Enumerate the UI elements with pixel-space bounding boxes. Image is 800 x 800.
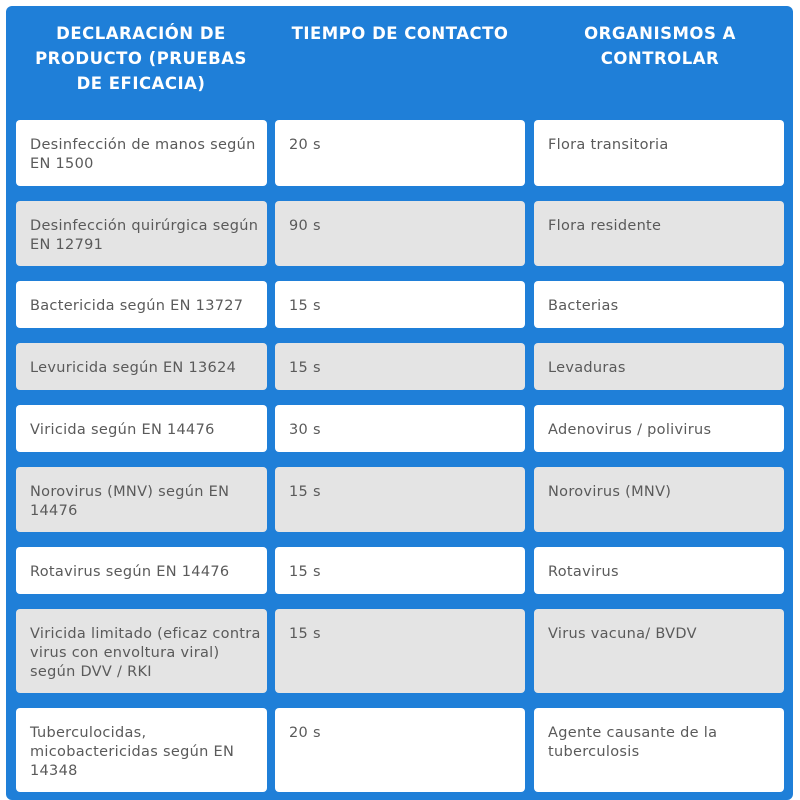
cell-product-claim: Viricida según EN 14476 <box>16 405 267 452</box>
cell-target-organisms: Flora residente <box>534 201 784 266</box>
cell-contact-time: 15 s <box>275 343 525 390</box>
cell-contact-time: 15 s <box>275 281 525 328</box>
cell-product-claim: Viricida limitado (eficaz contra virus con envoltura viral) según DVV / RKI <box>16 609 267 693</box>
cell-product-claim: Levuricida según EN 13624 <box>16 343 267 390</box>
cell-product-claim: Tuberculocidas, micobactericidas según EN 14348 <box>16 708 267 792</box>
cell-target-organisms: Virus vacuna/ BVDV <box>534 609 784 693</box>
cell-target-organisms: Bacterias <box>534 281 784 328</box>
cell-contact-time: 15 s <box>275 609 525 693</box>
cell-contact-time: 30 s <box>275 405 525 452</box>
cell-target-organisms: Norovirus (MNV) <box>534 467 784 532</box>
cell-product-claim: Desinfección quirúrgica según EN 12791 <box>16 201 267 266</box>
header-product-claim: DECLARACIÓN DE PRODUCTO (PRUEBAS DE EFICACIA) <box>35 24 247 93</box>
cell-product-claim: Norovirus (MNV) según EN 14476 <box>16 467 267 532</box>
cell-product-claim: Rotavirus según EN 14476 <box>16 547 267 594</box>
cell-target-organisms: Rotavirus <box>534 547 784 594</box>
header-target-organisms: ORGANISMOS A CONTROLAR <box>584 24 736 68</box>
cell-product-claim: Desinfección de manos según EN 1500 <box>16 120 267 186</box>
cell-contact-time: 15 s <box>275 547 525 594</box>
cell-target-organisms: Adenovirus / polivirus <box>534 405 784 452</box>
cell-product-claim: Bactericida según EN 13727 <box>16 281 267 328</box>
cell-contact-time: 20 s <box>275 120 525 186</box>
header-contact-time: TIEMPO DE CONTACTO <box>291 24 509 43</box>
cell-target-organisms: Flora transitoria <box>534 120 784 186</box>
cell-target-organisms: Levaduras <box>534 343 784 390</box>
cell-contact-time: 20 s <box>275 708 525 792</box>
cell-contact-time: 90 s <box>275 201 525 266</box>
cell-contact-time: 15 s <box>275 467 525 532</box>
cell-target-organisms: Agente causante de la tuberculosis <box>534 708 784 792</box>
